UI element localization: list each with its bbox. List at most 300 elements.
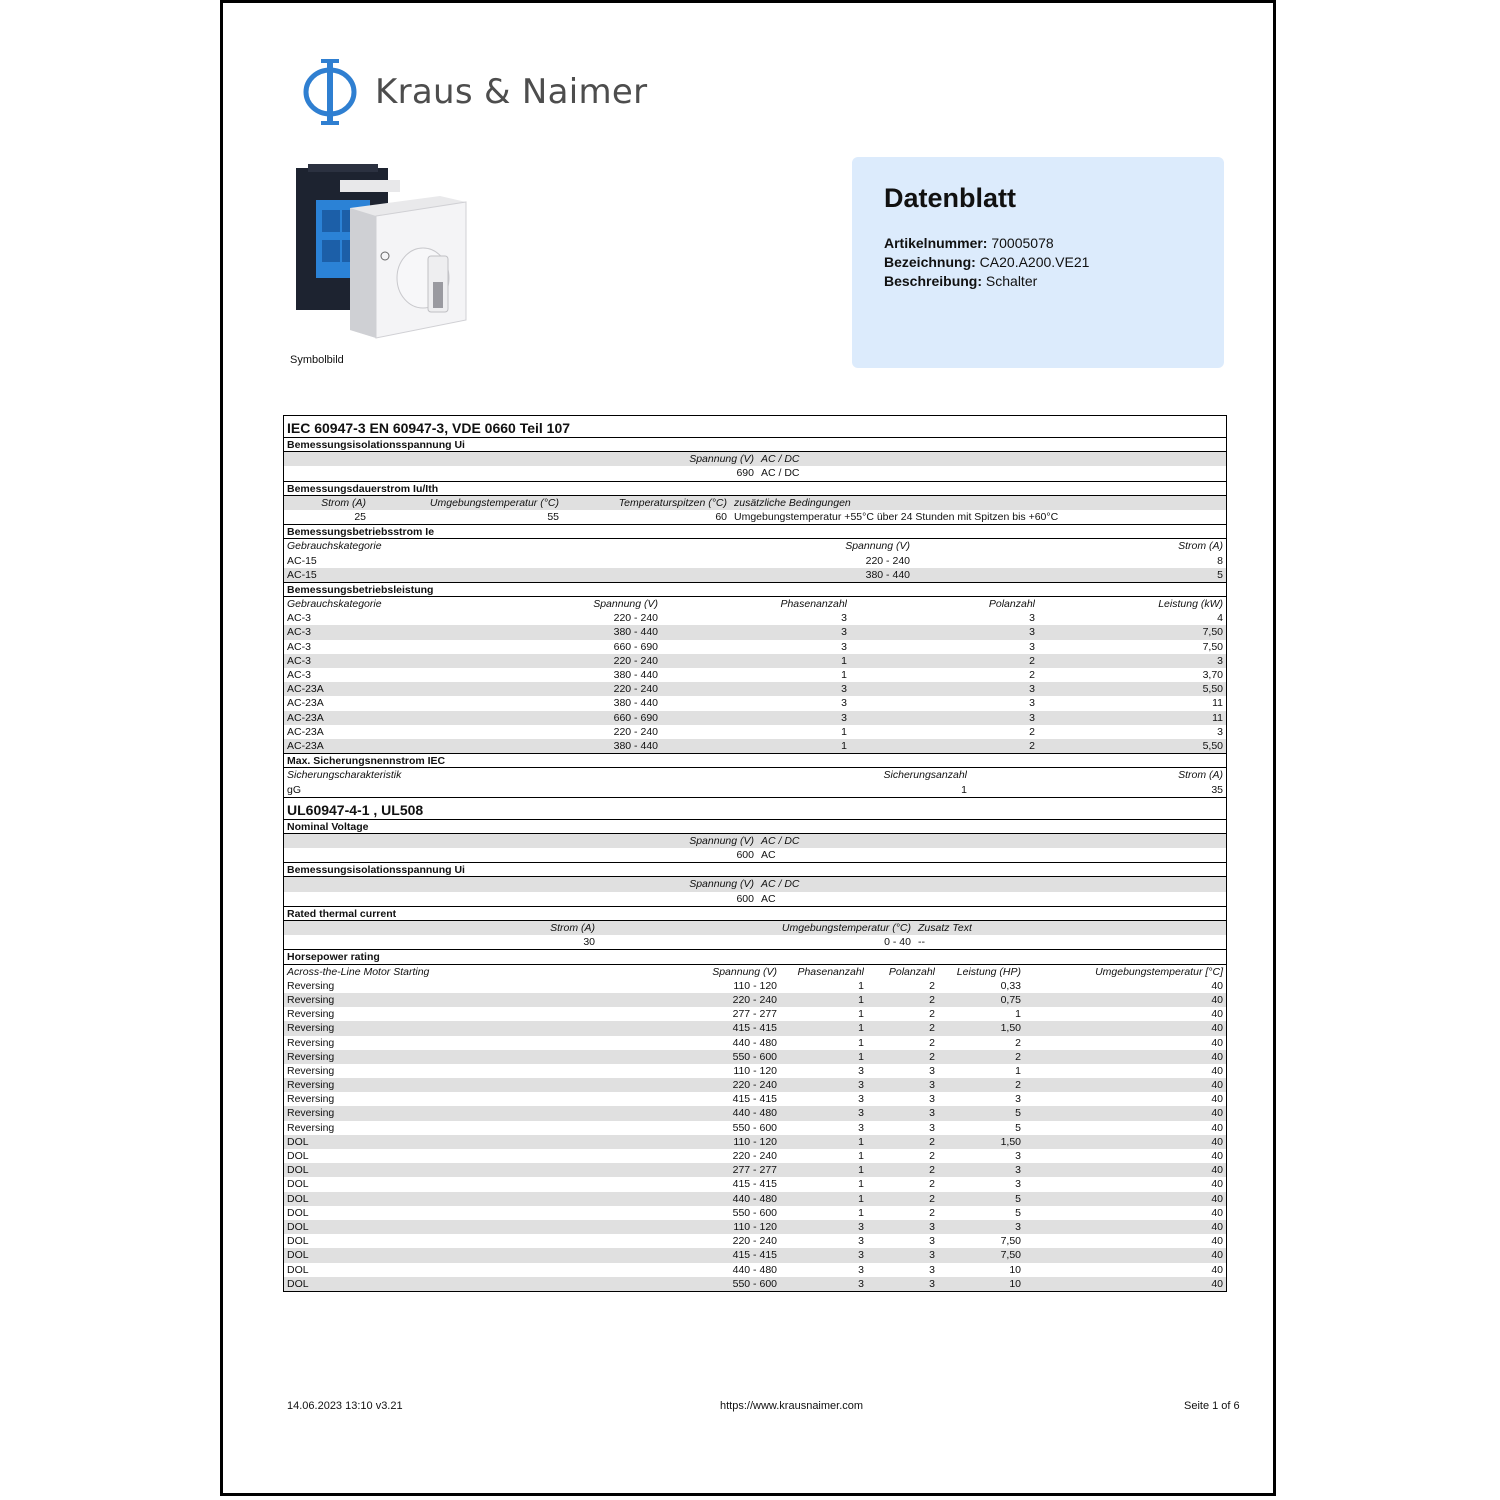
cell-motor-starting: Reversing bbox=[287, 1107, 335, 1120]
cell-poles: 2 bbox=[929, 979, 935, 992]
cell-power: 5,50 bbox=[1202, 683, 1223, 696]
cell-ambient-temp: 40 bbox=[1211, 1164, 1223, 1177]
col-acdc-header: AC / DC bbox=[761, 878, 800, 891]
table-header bbox=[284, 834, 1226, 848]
cell-motor-starting: DOL bbox=[287, 1164, 309, 1177]
cell-voltage: 415 - 415 bbox=[732, 1178, 777, 1191]
col-ambient-temp-header: Umgebungstemperatur [°C] bbox=[1095, 965, 1223, 978]
cell-poles: 2 bbox=[929, 1050, 935, 1063]
col-extra-text-header: Zusatz Text bbox=[918, 922, 972, 934]
article-number bbox=[884, 234, 1192, 253]
col-phases-header: Phasenanzahl bbox=[797, 965, 864, 978]
cell-poles: 3 bbox=[929, 1249, 935, 1262]
cell-voltage: 380 - 440 bbox=[865, 568, 910, 581]
cell-phases: 3 bbox=[858, 1277, 864, 1290]
cell-phases: 3 bbox=[841, 612, 847, 625]
cell-motor-starting: Reversing bbox=[287, 1064, 335, 1077]
cell-phases: 3 bbox=[841, 711, 847, 724]
cell-hp: 10 bbox=[1009, 1277, 1021, 1290]
cell-fuse-char: gG bbox=[287, 783, 302, 796]
cell-phases: 3 bbox=[858, 1235, 864, 1248]
cell-hp: 10 bbox=[1009, 1263, 1021, 1276]
cell-phases: 3 bbox=[841, 640, 847, 653]
cell-phases: 1 bbox=[858, 1150, 864, 1162]
cell-category: AC-3 bbox=[287, 626, 311, 639]
cell-poles: 2 bbox=[929, 1178, 935, 1191]
cell-phases: 1 bbox=[841, 669, 847, 681]
cell-ambient-temp: 40 bbox=[1211, 1150, 1223, 1162]
cell-hp: 7,50 bbox=[1000, 1235, 1021, 1248]
cell-voltage: 440 - 480 bbox=[732, 1107, 777, 1120]
description-value: Schalter bbox=[985, 273, 1038, 289]
cell-poles: 2 bbox=[1029, 654, 1035, 667]
cell-poles: 3 bbox=[929, 1277, 935, 1290]
table-row bbox=[284, 1163, 1226, 1177]
designation-value: CA20.A200.VE21 bbox=[979, 254, 1090, 270]
cell-acdc: AC / DC bbox=[761, 467, 800, 480]
cell-phases: 1 bbox=[858, 1192, 864, 1205]
cell-phases: 1 bbox=[858, 1022, 864, 1035]
spec-table bbox=[283, 415, 1227, 1292]
cell-poles: 2 bbox=[929, 1036, 935, 1049]
table-row bbox=[284, 640, 1226, 654]
cell-hp: 1,50 bbox=[1000, 1022, 1021, 1035]
cell-poles: 2 bbox=[929, 1135, 935, 1148]
cell-voltage: 550 - 600 bbox=[732, 1121, 777, 1134]
col-poles-header: Polanzahl bbox=[888, 965, 935, 978]
description bbox=[884, 272, 1192, 291]
cell-hp: 1 bbox=[1015, 1064, 1021, 1077]
footer-timestamp: 14.06.2023 13:10 v3.21 bbox=[287, 1400, 403, 1412]
cell-poles: 3 bbox=[929, 1107, 935, 1120]
table-row bbox=[284, 1234, 1226, 1248]
cell-phases: 3 bbox=[841, 697, 847, 710]
cell-ambient-temp: 40 bbox=[1211, 1178, 1223, 1191]
cell-acdc: AC bbox=[761, 892, 776, 905]
col-conditions-header: zusätzliche Bedingungen bbox=[734, 496, 851, 509]
cell-poles: 3 bbox=[1029, 626, 1035, 639]
col-current-header: Strom (A) bbox=[550, 922, 595, 934]
cell-voltage: 440 - 480 bbox=[732, 1036, 777, 1049]
cell-phases: 1 bbox=[841, 725, 847, 738]
cell-motor-starting: Reversing bbox=[287, 1008, 335, 1021]
cell-poles: 2 bbox=[929, 1192, 935, 1205]
cell-fuse-count: 1 bbox=[961, 783, 967, 796]
table-row bbox=[284, 1121, 1226, 1135]
cell-phases: 3 bbox=[858, 1249, 864, 1262]
table-row bbox=[284, 510, 1226, 525]
table-row bbox=[284, 568, 1226, 583]
cell-motor-starting: Reversing bbox=[287, 993, 335, 1006]
col-voltage-header: Spannung (V) bbox=[689, 834, 754, 847]
cell-poles: 3 bbox=[929, 1093, 935, 1106]
cell-hp: 3 bbox=[1015, 1164, 1021, 1177]
cell-motor-starting: DOL bbox=[287, 1235, 309, 1248]
ul-title: UL60947-4-1 , UL508 bbox=[284, 798, 1226, 820]
col-temp-peak-header: Temperaturspitzen (°C) bbox=[618, 496, 727, 509]
cell-phases: 3 bbox=[858, 1079, 864, 1092]
cell-current: 25 bbox=[354, 510, 366, 523]
datasheet-title: Datenblatt bbox=[884, 183, 1017, 213]
cell-voltage: 220 - 240 bbox=[732, 1235, 777, 1248]
col-fuse-count-header: Sicherungsanzahl bbox=[883, 769, 967, 782]
table-row bbox=[284, 668, 1226, 682]
cell-current: 30 bbox=[583, 936, 595, 949]
cell-category: AC-3 bbox=[287, 669, 311, 681]
cell-hp: 2 bbox=[1015, 1050, 1021, 1063]
cell-ambient-temp: 40 bbox=[1211, 1079, 1223, 1092]
table-row bbox=[284, 682, 1226, 696]
cell-voltage: 600 bbox=[736, 849, 754, 862]
table-row bbox=[284, 466, 1226, 481]
cell-temp-peak: 60 bbox=[715, 510, 727, 523]
ul-hp-title: Horsepower rating bbox=[284, 950, 1226, 964]
table-row bbox=[284, 696, 1226, 710]
cell-motor-starting: DOL bbox=[287, 1135, 309, 1148]
col-category-header: Gebrauchskategorie bbox=[287, 598, 382, 611]
cell-ambient-temp: 40 bbox=[1211, 1277, 1223, 1290]
iec-ie-title: Bemessungsbetriebsstrom Ie bbox=[284, 525, 1226, 539]
cell-category: AC-23A bbox=[287, 711, 324, 724]
cell-phases: 1 bbox=[858, 1178, 864, 1191]
cell-phases: 1 bbox=[858, 979, 864, 992]
cell-voltage: 220 - 240 bbox=[613, 612, 658, 625]
cell-current: 5 bbox=[1217, 568, 1223, 581]
description-label: Beschreibung: bbox=[884, 273, 983, 289]
cell-ambient-temp: 40 bbox=[1211, 979, 1223, 992]
cell-motor-starting: DOL bbox=[287, 1192, 309, 1205]
cell-voltage: 690 bbox=[736, 467, 754, 480]
designation bbox=[884, 253, 1192, 272]
cell-motor-starting: Reversing bbox=[287, 1121, 335, 1134]
cell-voltage: 415 - 415 bbox=[732, 1249, 777, 1262]
cell-poles: 3 bbox=[929, 1220, 935, 1233]
table-row bbox=[284, 554, 1226, 568]
table-row bbox=[284, 1078, 1226, 1092]
col-motor-starting-header: Across-the-Line Motor Starting bbox=[287, 965, 430, 978]
col-voltage-header: Spannung (V) bbox=[845, 540, 910, 553]
cell-poles: 2 bbox=[1029, 725, 1035, 738]
table-row bbox=[284, 611, 1226, 625]
cell-voltage: 110 - 120 bbox=[733, 1220, 777, 1233]
cell-category: AC-15 bbox=[287, 568, 317, 581]
cell-voltage: 380 - 440 bbox=[613, 697, 658, 710]
cell-poles: 2 bbox=[929, 993, 935, 1006]
cell-motor-starting: Reversing bbox=[287, 1050, 335, 1063]
cell-acdc: AC bbox=[761, 849, 776, 862]
cell-category: AC-23A bbox=[287, 739, 324, 752]
col-hp-header: Leistung (HP) bbox=[956, 965, 1021, 978]
cell-poles: 2 bbox=[929, 1206, 935, 1219]
table-row bbox=[284, 1036, 1226, 1050]
brand-logo bbox=[301, 57, 647, 127]
cell-category: AC-23A bbox=[287, 725, 324, 738]
table-row bbox=[284, 1177, 1226, 1191]
cell-ambient-temp: 40 bbox=[1211, 1263, 1223, 1276]
cell-voltage: 550 - 600 bbox=[732, 1050, 777, 1063]
cell-ambient-temp: 40 bbox=[1211, 1036, 1223, 1049]
cell-hp: 5 bbox=[1015, 1121, 1021, 1134]
cell-poles: 3 bbox=[1029, 711, 1035, 724]
cell-extra-text: -- bbox=[918, 936, 925, 949]
cell-ambient-temp: 40 bbox=[1211, 1249, 1223, 1262]
cell-voltage: 220 - 240 bbox=[732, 1079, 777, 1092]
cell-phases: 1 bbox=[858, 1050, 864, 1063]
cell-current: 8 bbox=[1217, 554, 1223, 567]
col-voltage-header: Spannung (V) bbox=[689, 878, 754, 891]
cell-voltage: 110 - 120 bbox=[733, 979, 777, 992]
table-row bbox=[284, 935, 1226, 950]
cell-voltage: 277 - 277 bbox=[732, 1164, 777, 1177]
cell-ambient-temp: 40 bbox=[1211, 993, 1223, 1006]
table-row bbox=[284, 783, 1226, 798]
cell-category: AC-23A bbox=[287, 683, 324, 696]
cell-hp: 5 bbox=[1015, 1206, 1021, 1219]
table-row bbox=[284, 1135, 1226, 1149]
cell-voltage: 440 - 480 bbox=[732, 1192, 777, 1205]
cell-motor-starting: DOL bbox=[287, 1150, 309, 1162]
cell-hp: 2 bbox=[1015, 1036, 1021, 1049]
cell-phases: 1 bbox=[841, 654, 847, 667]
table-row bbox=[284, 654, 1226, 668]
footer-url[interactable]: https://www.krausnaimer.com bbox=[720, 1400, 864, 1412]
col-poles-header: Polanzahl bbox=[988, 598, 1035, 611]
table-row bbox=[284, 1106, 1226, 1120]
col-voltage-header: Spannung (V) bbox=[593, 598, 658, 611]
col-current-header: Strom (A) bbox=[321, 496, 366, 509]
table-row bbox=[284, 1149, 1226, 1163]
table-row bbox=[284, 625, 1226, 639]
col-fuse-char-header: Sicherungscharakteristik bbox=[287, 769, 402, 782]
rotary-switch-icon bbox=[290, 160, 470, 346]
cell-current: 35 bbox=[1211, 783, 1223, 796]
cell-voltage: 415 - 415 bbox=[732, 1022, 777, 1035]
cell-motor-starting: DOL bbox=[287, 1263, 309, 1276]
cell-phases: 3 bbox=[858, 1107, 864, 1120]
table-row bbox=[284, 1192, 1226, 1206]
cell-poles: 3 bbox=[1029, 640, 1035, 653]
cell-power: 3,70 bbox=[1202, 669, 1223, 681]
cell-poles: 2 bbox=[1029, 739, 1035, 752]
col-category-header: Gebrauchskategorie bbox=[287, 540, 382, 553]
cell-voltage: 380 - 440 bbox=[613, 626, 658, 639]
cell-category: AC-3 bbox=[287, 612, 311, 625]
designation-label: Bezeichnung: bbox=[884, 254, 976, 270]
cell-power: 11 bbox=[1212, 711, 1223, 724]
cell-ambient-temp: 40 bbox=[1211, 1093, 1223, 1106]
cell-ambient-temp: 40 bbox=[1211, 1235, 1223, 1248]
table-header bbox=[284, 768, 1226, 782]
cell-poles: 3 bbox=[929, 1064, 935, 1077]
cell-ambient-temp: 0 - 40 bbox=[884, 936, 911, 949]
cell-phases: 3 bbox=[841, 626, 847, 639]
cell-power: 5,50 bbox=[1202, 739, 1223, 752]
cell-hp: 7,50 bbox=[1000, 1249, 1021, 1262]
cell-voltage: 220 - 240 bbox=[732, 993, 777, 1006]
cell-hp: 3 bbox=[1015, 1220, 1021, 1233]
cell-ambient-temp: 40 bbox=[1211, 1022, 1223, 1035]
cell-phases: 1 bbox=[858, 1164, 864, 1177]
cell-voltage: 220 - 240 bbox=[613, 725, 658, 738]
iec-power-title: Bemessungsbetriebsleistung bbox=[284, 583, 1226, 597]
cell-poles: 3 bbox=[929, 1263, 935, 1276]
footer-page-number: Seite 1 of 6 bbox=[1184, 1400, 1240, 1412]
cell-phases: 1 bbox=[858, 993, 864, 1006]
cell-poles: 2 bbox=[929, 1022, 935, 1035]
table-row bbox=[284, 1220, 1226, 1234]
cell-ambient-temp: 55 bbox=[547, 510, 559, 523]
cell-motor-starting: DOL bbox=[287, 1206, 309, 1219]
cell-power: 11 bbox=[1212, 697, 1223, 710]
table-header bbox=[284, 452, 1226, 466]
cell-poles: 3 bbox=[929, 1121, 935, 1134]
cell-power: 3 bbox=[1217, 725, 1223, 738]
ul-thermal-title: Rated thermal current bbox=[284, 907, 1226, 921]
cell-hp: 0,75 bbox=[1000, 993, 1021, 1006]
cell-power: 3 bbox=[1217, 654, 1223, 667]
ul-nominal-title: Nominal Voltage bbox=[284, 820, 1226, 834]
cell-phases: 3 bbox=[858, 1263, 864, 1276]
cell-motor-starting: Reversing bbox=[287, 1022, 335, 1035]
cell-phases: 3 bbox=[858, 1220, 864, 1233]
cell-poles: 2 bbox=[929, 1150, 935, 1162]
iec-ith-title: Bemessungsdauerstrom Iu/Ith bbox=[284, 482, 1226, 496]
cell-hp: 0,33 bbox=[1000, 979, 1021, 992]
cell-motor-starting: Reversing bbox=[287, 1036, 335, 1049]
table-row bbox=[284, 1007, 1226, 1021]
cell-phases: 1 bbox=[858, 1008, 864, 1021]
cell-poles: 2 bbox=[1029, 669, 1035, 681]
cell-poles: 3 bbox=[1029, 697, 1035, 710]
cell-ambient-temp: 40 bbox=[1211, 1220, 1223, 1233]
table-header bbox=[284, 965, 1226, 979]
table-row bbox=[284, 1021, 1226, 1035]
article-number-label: Artikelnummer: bbox=[884, 235, 988, 251]
table-header bbox=[284, 877, 1226, 891]
cell-voltage: 220 - 240 bbox=[613, 683, 658, 696]
cell-phases: 3 bbox=[858, 1064, 864, 1077]
cell-voltage: 110 - 120 bbox=[733, 1135, 777, 1148]
cell-ambient-temp: 40 bbox=[1211, 1107, 1223, 1120]
cell-hp: 2 bbox=[1015, 1079, 1021, 1092]
article-number-value: 70005078 bbox=[991, 235, 1054, 251]
table-row bbox=[284, 1248, 1226, 1262]
cell-voltage: 110 - 120 bbox=[733, 1064, 777, 1077]
cell-voltage: 660 - 690 bbox=[613, 711, 658, 724]
col-ambient-temp-header: Umgebungstemperatur (°C) bbox=[781, 922, 911, 934]
cell-ambient-temp: 40 bbox=[1211, 1050, 1223, 1063]
cell-hp: 3 bbox=[1015, 1093, 1021, 1106]
cell-poles: 3 bbox=[929, 1235, 935, 1248]
image-caption: Symbolbild bbox=[290, 354, 344, 366]
cell-phases: 1 bbox=[841, 739, 847, 752]
col-voltage-header: Spannung (V) bbox=[689, 453, 754, 466]
cell-hp: 3 bbox=[1015, 1178, 1021, 1191]
col-phases-header: Phasenanzahl bbox=[780, 598, 847, 611]
cell-motor-starting: DOL bbox=[287, 1249, 309, 1262]
cell-hp: 5 bbox=[1015, 1107, 1021, 1120]
col-ambient-temp-header: Umgebungstemperatur (°C) bbox=[429, 496, 559, 509]
cell-hp: 3 bbox=[1015, 1150, 1021, 1162]
table-row bbox=[284, 979, 1226, 993]
cell-poles: 3 bbox=[1029, 612, 1035, 625]
iec-title: IEC 60947-3 EN 60947-3, VDE 0660 Teil 107 bbox=[284, 416, 1226, 438]
col-acdc-header: AC / DC bbox=[761, 453, 800, 466]
brand-name: Kraus & Naimer bbox=[375, 72, 648, 112]
cell-category: AC-3 bbox=[287, 654, 311, 667]
phi-logo-icon bbox=[301, 58, 359, 126]
cell-voltage: 550 - 600 bbox=[732, 1277, 777, 1290]
col-current-header: Strom (A) bbox=[1178, 540, 1223, 553]
cell-hp: 5 bbox=[1015, 1192, 1021, 1205]
cell-poles: 3 bbox=[929, 1079, 935, 1092]
cell-hp: 1 bbox=[1015, 1008, 1021, 1021]
cell-voltage: 277 - 277 bbox=[732, 1008, 777, 1021]
cell-voltage: 660 - 690 bbox=[613, 640, 658, 653]
cell-poles: 2 bbox=[929, 1008, 935, 1021]
table-row bbox=[284, 1263, 1226, 1277]
cell-voltage: 220 - 240 bbox=[865, 554, 910, 567]
cell-voltage: 380 - 440 bbox=[613, 739, 658, 752]
table-row bbox=[284, 1064, 1226, 1078]
table-header bbox=[284, 496, 1226, 510]
table-row bbox=[284, 1277, 1226, 1291]
cell-motor-starting: Reversing bbox=[287, 1093, 335, 1106]
cell-phases: 3 bbox=[858, 1121, 864, 1134]
cell-ambient-temp: 40 bbox=[1211, 1064, 1223, 1077]
cell-motor-starting: DOL bbox=[287, 1178, 309, 1191]
cell-poles: 3 bbox=[1029, 683, 1035, 696]
cell-voltage: 415 - 415 bbox=[732, 1093, 777, 1106]
cell-ambient-temp: 40 bbox=[1211, 1121, 1223, 1134]
cell-motor-starting: DOL bbox=[287, 1277, 309, 1290]
table-row bbox=[284, 1206, 1226, 1220]
cell-phases: 1 bbox=[858, 1206, 864, 1219]
cell-phases: 3 bbox=[858, 1093, 864, 1106]
cell-phases: 1 bbox=[858, 1036, 864, 1049]
cell-category: AC-23A bbox=[287, 697, 324, 710]
cell-ambient-temp: 40 bbox=[1211, 1206, 1223, 1219]
table-row bbox=[284, 848, 1226, 863]
cell-motor-starting: Reversing bbox=[287, 979, 335, 992]
product-image bbox=[290, 160, 470, 346]
table-header bbox=[284, 921, 1226, 935]
datasheet-info-box bbox=[852, 157, 1224, 368]
cell-ambient-temp: 40 bbox=[1211, 1008, 1223, 1021]
cell-motor-starting: Reversing bbox=[287, 1079, 335, 1092]
cell-power: 7,50 bbox=[1202, 640, 1223, 653]
cell-voltage: 220 - 240 bbox=[732, 1150, 777, 1162]
col-voltage-header: Spannung (V) bbox=[712, 965, 777, 978]
cell-poles: 2 bbox=[929, 1164, 935, 1177]
cell-voltage: 380 - 440 bbox=[613, 669, 658, 681]
cell-motor-starting: DOL bbox=[287, 1220, 309, 1233]
iec-ui-title: Bemessungsisolationsspannung Ui bbox=[284, 438, 1226, 452]
table-row bbox=[284, 993, 1226, 1007]
cell-category: AC-3 bbox=[287, 640, 311, 653]
table-row bbox=[284, 1050, 1226, 1064]
cell-voltage: 220 - 240 bbox=[613, 654, 658, 667]
cell-conditions: Umgebungstemperatur +55°C über 24 Stunden mit Spitzen bis +60°C bbox=[734, 510, 1059, 523]
cell-voltage: 440 - 480 bbox=[732, 1263, 777, 1276]
col-current-header: Strom (A) bbox=[1178, 769, 1223, 782]
table-row bbox=[284, 711, 1226, 725]
cell-category: AC-15 bbox=[287, 554, 317, 567]
cell-phases: 1 bbox=[858, 1135, 864, 1148]
col-power-header: Leistung (kW) bbox=[1158, 598, 1223, 611]
table-row bbox=[284, 1092, 1226, 1106]
cell-phases: 3 bbox=[841, 683, 847, 696]
